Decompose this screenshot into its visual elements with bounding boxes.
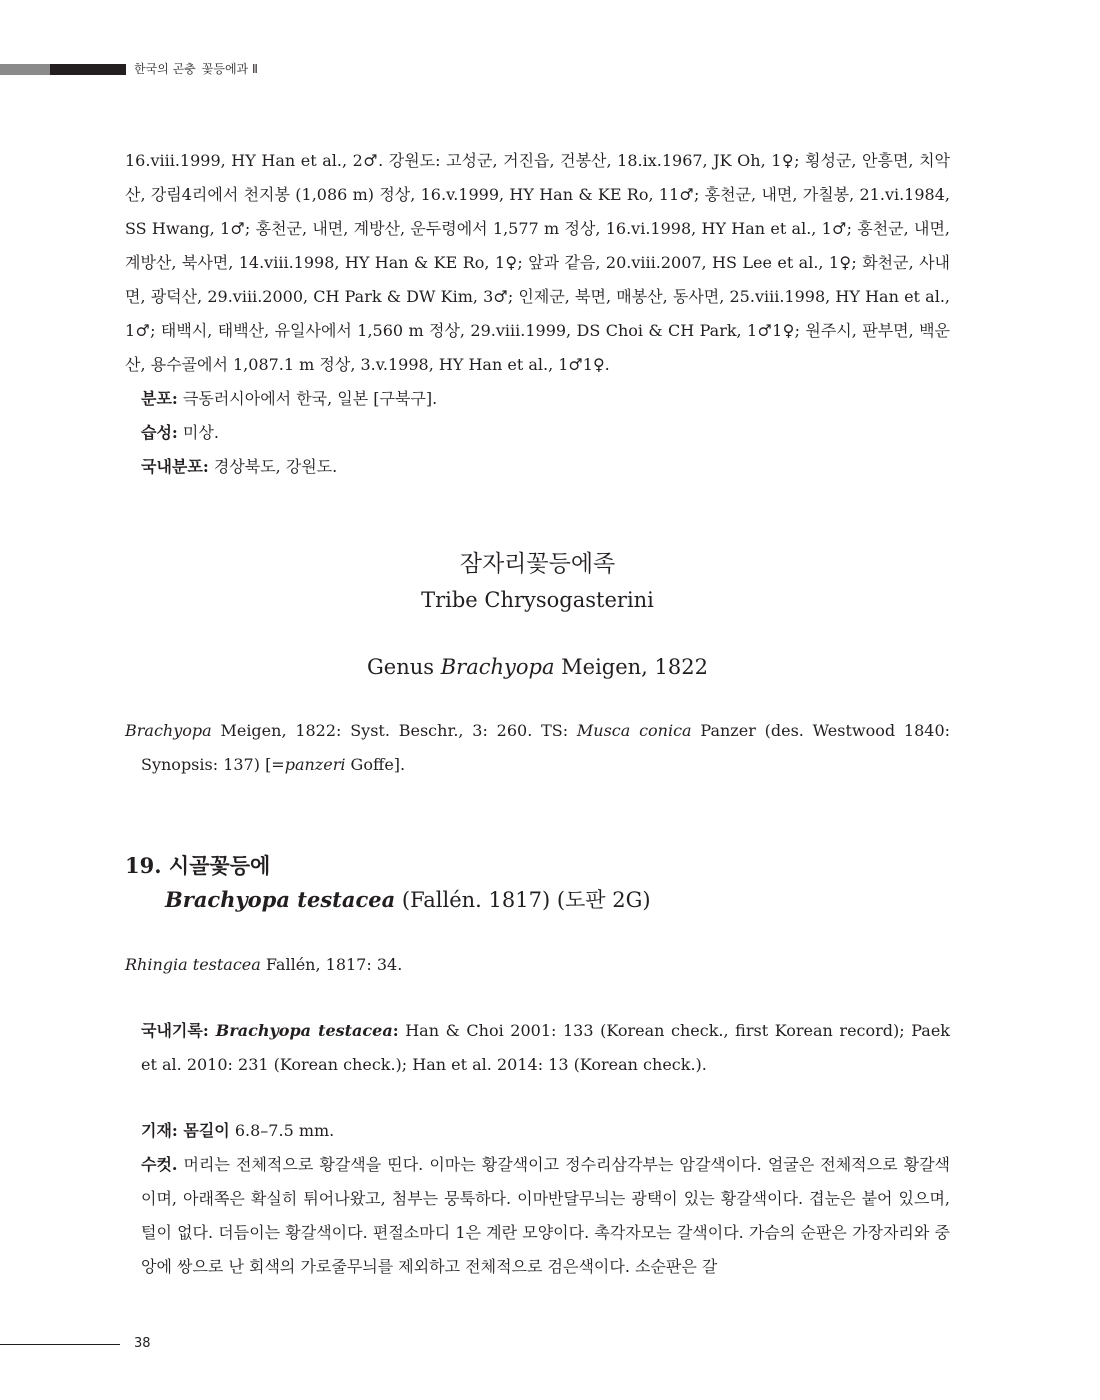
series-title: 한국의 곤충 (134, 62, 196, 76)
species-heading: 19. 시골꽃등에 (125, 853, 271, 878)
genus-author: Meigen, 1822 (554, 655, 708, 679)
genus-ref-end: Goffe]. (345, 755, 406, 774)
korean-record-text: Han & Choi 2001: 133 (Korean check., first Korean record); Paek et al. 2010: 231 (Korean check.); Han et al. 2014: 13 (Korean check.). (141, 1021, 950, 1074)
genus-prefix: Genus (367, 655, 441, 679)
synonym-name: Rhingia testacea (125, 955, 261, 974)
type-species: Musca conica (576, 721, 692, 740)
korean-record-species: Brachyopa testacea (215, 1021, 393, 1040)
habit-text: 미상. (177, 423, 219, 442)
tribe-heading-latin: Tribe Chrysogasterini (421, 588, 654, 612)
habit-paragraph (125, 416, 950, 450)
distribution-text: 극동러시아에서 한국, 일본 [구북구]. (177, 389, 438, 408)
volume-title: 꽃등에과 Ⅱ (201, 62, 258, 76)
species-scientific-heading (165, 884, 651, 916)
description-label: 기재: 몸길이 (141, 1121, 230, 1140)
distribution-paragraph (125, 382, 950, 416)
genus-name: Brachyopa (440, 655, 555, 679)
header-bar-dark (50, 64, 126, 75)
genus-ref-designation: Panzer (des. Westwood 1840: Synopsis: 137) [= (141, 721, 951, 774)
male-description: 머리는 전체적으로 황갈색을 띤다. 이마는 황갈색이고 정수리삼각부는 암갈색이다. 얼굴은 전체적으로 황갈색이며, 아래쪽은 확실히 튀어나왔고, 첨부는 뭉툭하다. 이마반달무늬는 광택이 있는 황갈색이다. 겹눈은 붙어 있으며, 털이 없다. 더듬이는 황갈색이다. 편절소마디 1은 계란 모양이다. 촉각자모는 갈색이다. 가슴의 순판은 가장자리와 중앙에 쌍으로 난 회색의 가로줄무늬를 제외하고 전체적으로 검은색이다. 소순판은 갈 (141, 1155, 950, 1276)
records-continuation: 16.viii.1999, HY Han et al., 2♂. 강원도: 고성군, 거진읍, 건봉산, 18.ix.1967, JK Oh, 1♀; 횡성군, 안흥면, 치악산, 강림4리에서 천지봉 (1,086 m) 정상, 16.v.1999, HY Han & KE Ro, 11♂; 홍천군, 내면, 가칠봉, 21.vi.1984, SS Hwang, 1♂; 홍천군, 내면, 계방산, 운두령에서 1,577 m 정상, 16.vi.1998, HY Han et al., 1♂; 홍천군, 내면, 계방산, 북사면, 14.viii.1998, HY Han & KE Ro, 1♀; 앞과 같음, 20.viii.2007, HS Lee et al., 1♀; 화천군, 사내면, 광덕산, 29.viii.2000, CH Park & DW Kim, 3♂; 인제군, 북면, 매봉산, 동사면, 25.viii.1998, HY Han et al., 1♂; 태백시, 태백산, 유일사에서 1,560 m 정상, 29.viii.1999, DS Choi & CH Park, 1♂1♀; 원주시, 판부면, 백운산, 용수골에서 1,087.1 m 정상, 3.v.1998, HY Han et al., 1♂1♀. (125, 151, 950, 374)
material-records (125, 144, 950, 484)
genus-reference-text (125, 714, 950, 782)
distribution-label: 분포: (141, 389, 178, 408)
korean-distribution-label: 국내분포: (141, 457, 209, 476)
synonym-citation: Fallén, 1817: 34. (260, 955, 403, 974)
species-scientific-name: Brachyopa testacea (165, 887, 396, 912)
body-length: 6.8–7.5 mm. (229, 1121, 335, 1140)
footer-rule (0, 1344, 120, 1345)
genus-ref-citation: Meigen, 1822: Syst. Beschr., 3: 260. TS: (211, 721, 577, 740)
synonym-block (125, 948, 950, 982)
habit-label: 습성: (141, 423, 178, 442)
korean-record-label: 국내기록: (141, 1021, 216, 1040)
korean-distribution-text: 경상북도, 강원도. (208, 457, 338, 476)
synonym-epithet: panzeri (284, 755, 346, 774)
korean-record-colon: : (392, 1021, 399, 1040)
male-label: 수컷. (141, 1155, 178, 1174)
tribe-heading-korean: 잠자리꽃등에족 (459, 551, 616, 577)
genus-reference (125, 714, 950, 782)
description-block (125, 1114, 950, 1284)
male-description-paragraph (125, 1148, 950, 1284)
synonym-line (125, 948, 950, 982)
genus-ref-name: Brachyopa (125, 721, 212, 740)
species-author-plate: (Fallén. 1817) (도판 2G) (395, 888, 651, 912)
korean-distribution-paragraph (125, 450, 950, 484)
genus-heading (125, 652, 950, 682)
korean-record-block (125, 1014, 950, 1082)
running-title (134, 61, 258, 77)
header-bar-gray (0, 64, 50, 75)
korean-record-paragraph (125, 1014, 950, 1082)
body-length-paragraph (125, 1114, 950, 1148)
page-number: 38 (134, 1336, 151, 1351)
